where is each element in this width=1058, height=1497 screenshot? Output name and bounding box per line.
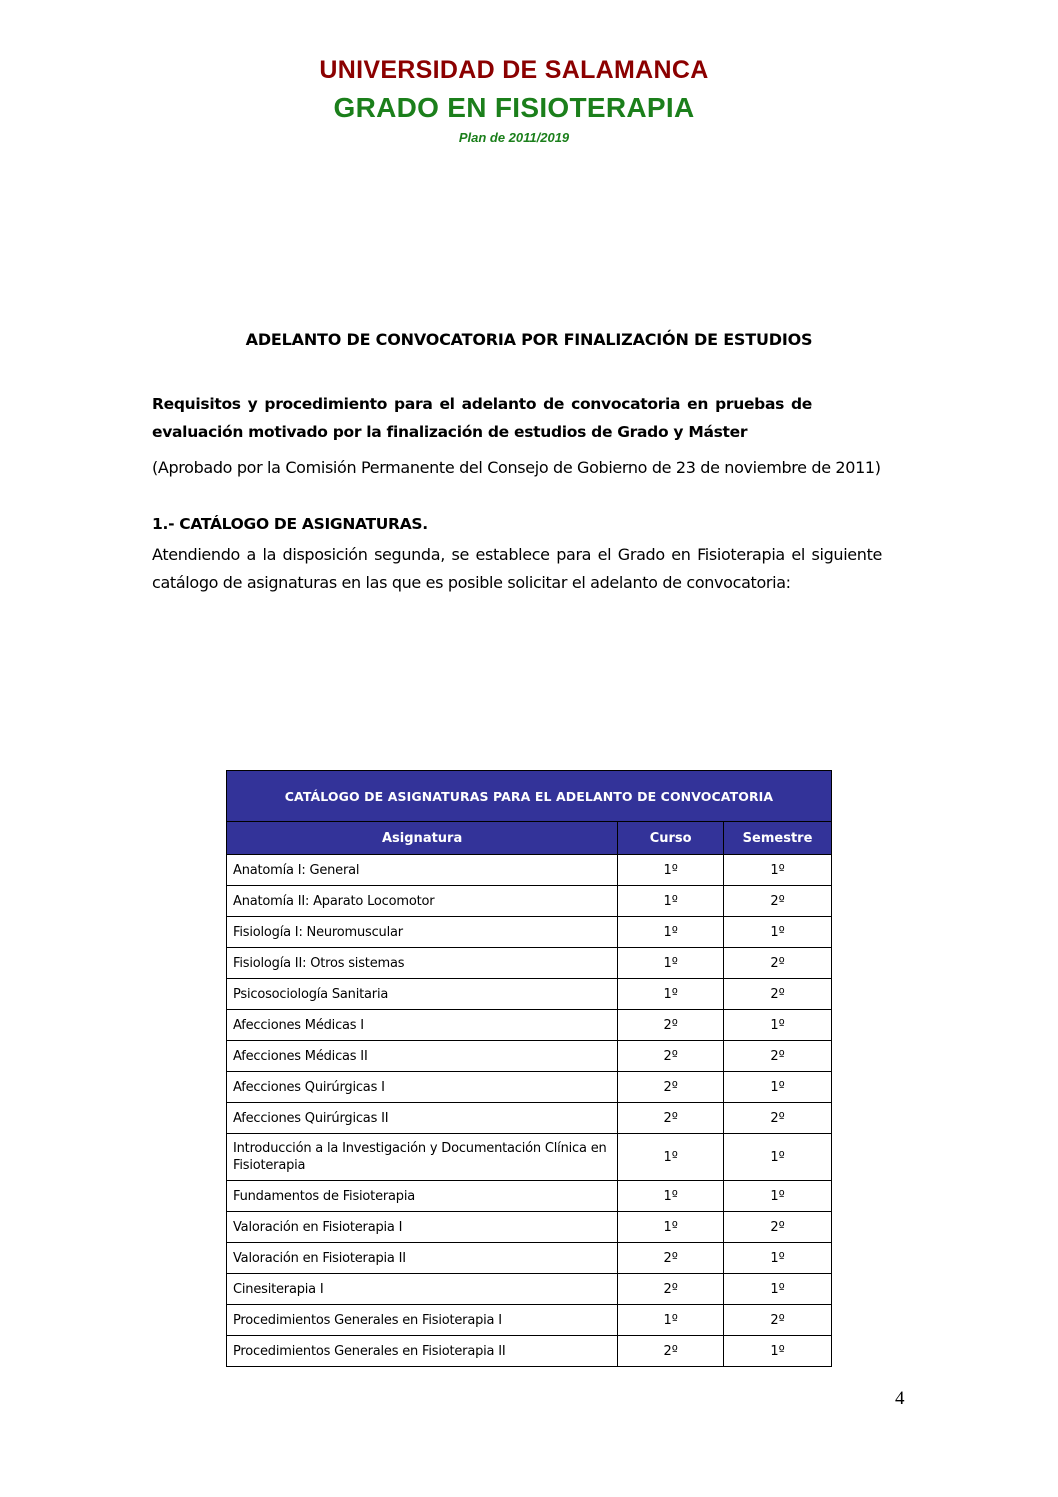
subject-cell: Afecciones Médicas I — [227, 1010, 618, 1041]
column-header-semestre: Semestre — [724, 822, 832, 855]
page-number: 4 — [895, 1388, 905, 1409]
semester-cell: 1º — [724, 1134, 832, 1181]
semester-cell: 2º — [724, 1212, 832, 1243]
subject-cell: Anatomía II: Aparato Locomotor — [227, 886, 618, 917]
table-row — [227, 979, 832, 1010]
subject-cell: Valoración en Fisioterapia I — [227, 1212, 618, 1243]
requirements-text: Requisitos y procedimiento para el adelanto de convocatoria en pruebas de evaluación motivado por la finalización de estudios de Grado y Máster — [152, 395, 812, 441]
subject-cell: Afecciones Quirúrgicas II — [227, 1103, 618, 1134]
semester-cell: 1º — [724, 855, 832, 886]
section-heading: 1.- CATÁLOGO DE ASIGNATURAS. — [152, 515, 428, 533]
semester-cell: 2º — [724, 1103, 832, 1134]
course-cell: 2º — [618, 1274, 724, 1305]
document-title: ADELANTO DE CONVOCATORIA POR FINALIZACIÓN DE ESTUDIOS — [245, 330, 813, 349]
semester-cell: 1º — [724, 1274, 832, 1305]
subject-cell: Fisiología II: Otros sistemas — [227, 948, 618, 979]
semester-cell: 1º — [724, 1072, 832, 1103]
table-row — [227, 948, 832, 979]
subject-cell: Procedimientos Generales en Fisioterapia II — [227, 1336, 618, 1367]
table-row — [227, 1305, 832, 1336]
subject-cell: Procedimientos Generales en Fisioterapia I — [227, 1305, 618, 1336]
course-cell: 2º — [618, 1072, 724, 1103]
table-row — [227, 1243, 832, 1274]
table-row — [227, 1336, 832, 1367]
course-cell: 1º — [618, 855, 724, 886]
course-cell: 1º — [618, 1134, 724, 1181]
column-header-asignatura: Asignatura — [227, 822, 618, 855]
semester-cell: 2º — [724, 1041, 832, 1072]
semester-cell: 1º — [724, 1181, 832, 1212]
semester-cell: 2º — [724, 886, 832, 917]
table-row — [227, 1181, 832, 1212]
semester-cell: 1º — [724, 917, 832, 948]
column-header-curso: Curso — [618, 822, 724, 855]
subject-cell: Afecciones Médicas II — [227, 1041, 618, 1072]
table-row — [227, 855, 832, 886]
table-row — [227, 1041, 832, 1072]
course-cell: 1º — [618, 1181, 724, 1212]
course-cell: 1º — [618, 948, 724, 979]
subject-cell: Psicosociología Sanitaria — [227, 979, 618, 1010]
approval-note: (Aprobado por la Comisión Permanente del Consejo de Gobierno de 23 de noviembre de 2011) — [152, 458, 881, 477]
subject-cell: Fundamentos de Fisioterapia — [227, 1181, 618, 1212]
subject-cell: Afecciones Quirúrgicas I — [227, 1072, 618, 1103]
course-cell: 1º — [618, 886, 724, 917]
table-row — [227, 1274, 832, 1305]
semester-cell: 1º — [724, 1243, 832, 1274]
subjects-catalog-table — [226, 770, 832, 1367]
university-name: UNIVERSIDAD DE SALAMANCA — [319, 56, 709, 84]
subject-cell: Cinesiterapia I — [227, 1274, 618, 1305]
course-cell: 2º — [618, 1041, 724, 1072]
course-cell: 2º — [618, 1336, 724, 1367]
course-cell: 1º — [618, 1305, 724, 1336]
degree-name: GRADO EN FISIOTERAPIA — [333, 92, 695, 123]
subject-cell: Anatomía I: General — [227, 855, 618, 886]
table-row — [227, 1212, 832, 1243]
table-row — [227, 917, 832, 948]
table-row — [227, 1010, 832, 1041]
semester-cell: 2º — [724, 1305, 832, 1336]
table-row — [227, 1072, 832, 1103]
plan-label: Plan de 2011/2019 — [458, 130, 570, 145]
semester-cell: 1º — [724, 1336, 832, 1367]
subject-cell: Valoración en Fisioterapia II — [227, 1243, 618, 1274]
table-caption: CATÁLOGO DE ASIGNATURAS PARA EL ADELANTO DE CONVOCATORIA — [227, 771, 832, 822]
semester-cell: 1º — [724, 1010, 832, 1041]
course-cell: 1º — [618, 979, 724, 1010]
course-cell: 2º — [618, 1010, 724, 1041]
subject-cell: Introducción a la Investigación y Documentación Clínica en Fisioterapia — [227, 1134, 618, 1181]
course-cell: 2º — [618, 1103, 724, 1134]
course-cell: 1º — [618, 1212, 724, 1243]
table-row — [227, 1103, 832, 1134]
table-body — [227, 855, 832, 1367]
course-cell: 1º — [618, 917, 724, 948]
course-cell: 2º — [618, 1243, 724, 1274]
subject-cell: Fisiología I: Neuromuscular — [227, 917, 618, 948]
semester-cell: 2º — [724, 948, 832, 979]
table-row — [227, 1134, 832, 1181]
section-paragraph: Atendiendo a la disposición segunda, se establece para el Grado en Fisioterapia el siguiente catálogo de asignaturas en las que es posible solicitar el adelanto de convocatoria: — [152, 545, 882, 592]
table-row — [227, 886, 832, 917]
semester-cell: 2º — [724, 979, 832, 1010]
